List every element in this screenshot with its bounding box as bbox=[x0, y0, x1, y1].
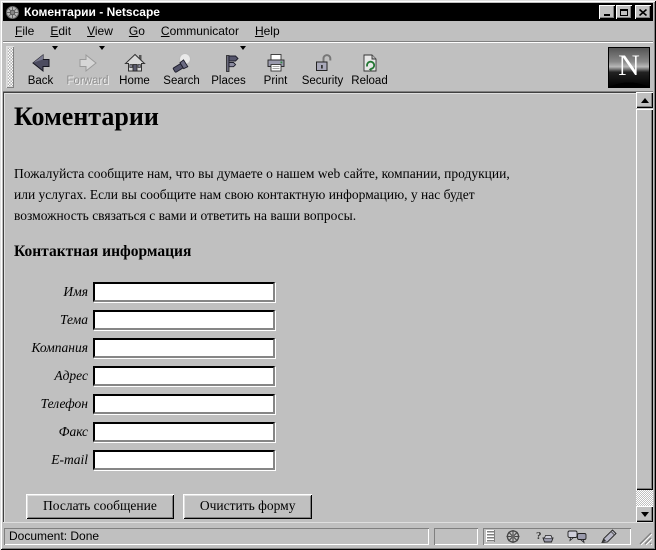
security-label: Security bbox=[301, 75, 344, 87]
resize-grip[interactable] bbox=[636, 528, 652, 545]
intro-paragraph bbox=[14, 163, 628, 226]
home-label: Home bbox=[119, 75, 150, 87]
content-wrapper bbox=[3, 92, 653, 522]
places-button[interactable] bbox=[205, 44, 252, 90]
svg-text:?: ? bbox=[535, 529, 541, 542]
home-button[interactable] bbox=[111, 44, 158, 90]
back-icon bbox=[30, 50, 52, 75]
form-row bbox=[14, 450, 628, 470]
print-label: Print bbox=[263, 75, 288, 87]
contact-form bbox=[14, 282, 628, 519]
component-bar bbox=[483, 528, 631, 545]
fax-input[interactable] bbox=[93, 422, 275, 442]
close-icon bbox=[639, 9, 647, 16]
back-button[interactable] bbox=[17, 44, 64, 90]
name-label: Имя bbox=[63, 284, 88, 299]
back-dropdown-icon bbox=[52, 46, 58, 50]
intro-line: Пожалуйста сообщите нам, что вы думаете о нашем web сайте, компании, продукции, bbox=[14, 166, 510, 181]
print-icon bbox=[265, 50, 287, 75]
back-label: Back bbox=[27, 75, 54, 87]
menu-go[interactable]: Go bbox=[128, 23, 145, 38]
reset-button[interactable]: Очистить форму bbox=[183, 494, 313, 519]
form-buttons bbox=[26, 494, 628, 519]
email-input[interactable] bbox=[93, 450, 275, 470]
toolbar-grip[interactable] bbox=[6, 46, 14, 88]
forward-label: Forward bbox=[66, 75, 109, 87]
forward-button[interactable] bbox=[64, 44, 111, 90]
menu-view[interactable]: View bbox=[87, 23, 113, 38]
form-row bbox=[14, 394, 628, 414]
name-input[interactable] bbox=[93, 282, 275, 302]
menu-edit[interactable]: Edit bbox=[50, 23, 72, 38]
forward-dropdown-icon bbox=[99, 46, 105, 50]
window-title: Коментарии - Netscape bbox=[24, 5, 160, 19]
email-label: E-mail bbox=[51, 452, 88, 467]
address-input[interactable] bbox=[93, 366, 275, 386]
subject-input[interactable] bbox=[93, 310, 275, 330]
menu-bar bbox=[3, 21, 653, 42]
scroll-down-button[interactable] bbox=[636, 506, 653, 522]
status-bar bbox=[3, 522, 653, 547]
intro-line: возможность связаться с вами и ответить на ваши вопросы. bbox=[14, 208, 357, 223]
form-row bbox=[14, 422, 628, 442]
section-heading: Контактная информация bbox=[14, 243, 192, 260]
arrow-up-icon bbox=[641, 98, 649, 103]
minimize-icon bbox=[604, 14, 610, 16]
places-dropdown-icon bbox=[240, 46, 246, 50]
security-button[interactable] bbox=[299, 44, 346, 90]
discussions-icon[interactable] bbox=[562, 529, 591, 544]
title-bar bbox=[3, 3, 653, 21]
maximize-icon bbox=[620, 9, 628, 16]
submit-button[interactable]: Послать сообщение bbox=[26, 494, 174, 519]
netscape-logo[interactable] bbox=[608, 47, 650, 88]
maximize-button[interactable] bbox=[616, 5, 632, 19]
minimize-button[interactable] bbox=[599, 5, 615, 19]
menu-help[interactable]: Help bbox=[254, 23, 280, 38]
intro-line: или услугах. Если вы сообщите нам свою контактную информацию, у нас будет bbox=[14, 187, 475, 202]
navigation-toolbar bbox=[3, 42, 653, 92]
netscape-app-icon bbox=[5, 5, 20, 20]
scroll-up-button[interactable] bbox=[636, 92, 653, 108]
company-label: Компания bbox=[31, 340, 88, 355]
search-button[interactable] bbox=[158, 44, 205, 90]
reload-icon bbox=[359, 50, 381, 75]
print-button[interactable] bbox=[252, 44, 299, 90]
fax-label: Факс bbox=[58, 424, 88, 439]
forward-icon bbox=[77, 50, 99, 75]
home-icon bbox=[124, 50, 146, 75]
address-label: Адрес bbox=[54, 368, 88, 383]
form-row bbox=[14, 310, 628, 330]
page-content bbox=[3, 92, 636, 522]
form-row bbox=[14, 282, 628, 302]
reload-button[interactable] bbox=[346, 44, 393, 90]
component-bar-handle[interactable] bbox=[486, 530, 495, 542]
page-title: Коментарии bbox=[14, 102, 159, 131]
mailbox-icon[interactable] bbox=[530, 529, 559, 544]
scrollbar-thumb[interactable] bbox=[636, 109, 653, 490]
progress-panel bbox=[434, 528, 478, 545]
resize-grip-icon bbox=[639, 532, 652, 545]
form-row bbox=[14, 338, 628, 358]
places-label: Places bbox=[211, 75, 246, 87]
arrow-down-icon bbox=[641, 512, 649, 517]
netscape-logo-letter: N bbox=[618, 49, 640, 82]
menu-communicator[interactable]: Communicator bbox=[160, 23, 239, 38]
search-icon bbox=[171, 50, 193, 75]
form-row bbox=[14, 366, 628, 386]
scrollbar-track[interactable] bbox=[636, 490, 653, 506]
subject-label: Тема bbox=[59, 312, 88, 327]
phone-input[interactable] bbox=[93, 394, 275, 414]
vertical-scrollbar bbox=[636, 92, 653, 522]
status-message: Document: Done bbox=[4, 528, 429, 545]
phone-label: Телефон bbox=[40, 396, 88, 411]
composer-icon[interactable] bbox=[594, 529, 623, 544]
reload-label: Reload bbox=[351, 75, 388, 87]
menu-file[interactable]: File bbox=[15, 23, 35, 38]
places-icon bbox=[218, 50, 240, 75]
search-label: Search bbox=[163, 75, 200, 87]
navigator-icon[interactable] bbox=[498, 529, 527, 544]
close-button[interactable] bbox=[635, 5, 651, 19]
company-input[interactable] bbox=[93, 338, 275, 358]
security-icon bbox=[312, 50, 334, 75]
